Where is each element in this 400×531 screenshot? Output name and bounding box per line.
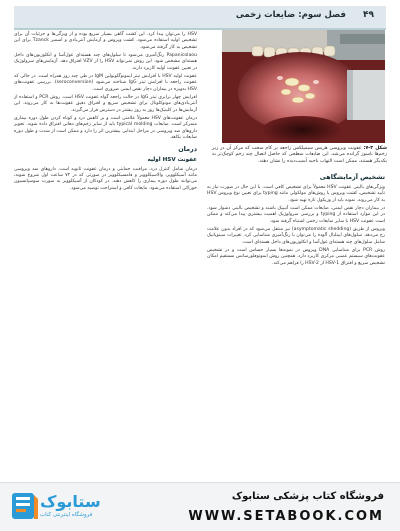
caption-label: شکل ۳-۷: [363,146,387,151]
chapter-title: فصل سوم: ضایعات زخمی [235,10,346,20]
right-column [207,170,385,269]
book-icon [10,489,40,523]
left-column-body-2 [14,167,197,192]
paragraph: Papanicolaou رنگ‌آمیزی می‌شود تا سلول‌های چند هسته‌ای غول‌آسا و انکلوزیون‌های داخل هسته‌ای مشخص شود. این روش نمی‌تواند HSV را از VZV افتراق دهد. آزمایش‌های سرولوژیک در تعیین عفونت اولیه کاربرد دارند. [14,53,197,71]
oral-lesion-photo [222,30,385,143]
paragraph: HSV را می‌توان پیدا کرد. این کشت گاهی بسیار سریع بوده و از ویژگی‌ها و جزئیات آن برای تشخیص اولیه استفاده می‌شود. کشت ویروس و آزمایش آنتی‌بادی و اسمیر Tzanck برای این تشخیص به کار گرفته می‌شود. [14,32,197,50]
paragraph: افزایش چهار برابری تیتر IgG در حالت راجعه گواه عفونت HSV است. روش PCR و استفاده از آنتی‌بادی‌های مونوکلونال برای تشخیص سریع و افتراق دقیق عفونت‌ها به کار می‌روند. این آزمایش‌ها در کلینیک‌ها روز به روز بیشتر در دسترس قرار می‌گیرند. [14,95,197,113]
right-column-body [207,185,385,267]
paragraph: روش PCR برای شناسایی DNA ویروس در نمونه‌ها بسیار حساس است و در تشخیص عفونت‌های سیستم عصبی مرکزی کاربرد دارد. همچنین روش ایمونوفلورسانس مستقیم امکان تشخیص سریع و افتراق HSV-1 از HSV-2 را فراهم می‌کند. [207,248,385,266]
subheading-primary-hsv: عفونت HSV اولیه [147,156,197,163]
paragraph: درمان عفونت‌های HSV معمولاً علامتی است و بر کاهش درد و کوتاه کردن طول دوره بیماری متمرکز است. ضایعات typical molding باید از سایر زخم‌های دهانی افتراق داده شوند. تجویز داروهای ضد ویروسی در مراحل ابتدایی بیشترین اثر را دارد و ممکن است از شدت و طول دوره ضایعات بکاهد. [14,116,197,141]
store-name: فروشگاه کتاب پزشکی ستابوک [231,491,384,502]
brand-name: ستابوک [40,492,101,511]
store-url-link[interactable]: WWW.SETABOOK.COM [188,509,384,524]
section-heading-treatment: درمان [178,144,197,153]
paragraph: درمان شامل کنترل درد، مراقبت حمایتی و درمان عفونت ثانویه است. داروهای ضد ویروسی مانند آسیکلوویر، والاسیکلوویر و فامسیکلوویر در صورتی که در ۷۲ ساعت اول شروع شوند، می‌توانند طول دوره بیماری را کاهش دهند. در کودکان از آسیکلوویر به صورت سوسپانسیون خوراکی استفاده می‌شود. مایعات کافی و استراحت توصیه می‌شود. [14,166,197,191]
paragraph: عفونت اولیه HSV با افزایش تیتر ایمونوگلوبولین IgM در طی چند روز همراه است. در حالی که عفونت راجعه با افزایش تیتر IgG شناخته می‌شود (seroconversion). بررسی عفونت‌های HSV به‌ویژه در بیماران دچار نقص ایمنی ضروری است. [14,74,197,92]
left-column-body [14,32,197,142]
caption-text: عفونت ویروسی هرپس سیمپلکس راجعه بر کام سخت که مرکز آن در زیر زخم‌ها ناسوز گرانده می‌شد. این ضایعات سطحی که حاصل اتصال چند زخم کوچک‌تر به یکدیگر هستند، ممکن است التهاب ناحیه آسیب‌دیده را نشان دهند. [212,146,387,164]
brand-tagline: فروشگاه اینترنتی کتاب [40,512,93,518]
paragraph: ویروس از طریق (asymptomatic shedding) نیز منتقل می‌شود که در افراد بدون علامت رخ می‌دهد. سلول‌های اپیتلیال آلوده را می‌توان با رنگ‌آمیزی شناسایی کرد. تغییرات سیتوپاتیک شامل سلول‌های چند هسته‌ای غول‌آسا و انکلوزیون‌های داخل هسته‌ای است. [207,227,385,245]
page-number: ۴۹ [363,10,374,20]
paragraph: ویژگی‌های بالینی عفونت HSV معمولاً برای تشخیص کافی است. با این حال در صورت نیاز به تأیید تشخیص، کشت ویروس یا روش‌های مولکولی مانند typing برای تعیین نوع ویروس HSV به کار می‌روند. نمونه باید از وزیکول تازه تهیه شود. [207,185,385,203]
paragraph: در بیماران دچار نقص ایمنی، ضایعات ممکن است آتیپیک باشند و تشخیص بالینی دشوار شود. در این موارد استفاده از typing و بررسی سرولوژیک اهمیت بیشتری پیدا می‌کند و ممکن است عفونت HSV با سایر ضایعات زخمی اشتباه گرفته شود. [207,206,385,224]
footer-banner [0,482,400,531]
figure-caption [212,146,387,165]
clinical-photo [222,30,385,143]
left-column [14,32,197,194]
section-heading-lab-diagnosis: تشخیص آزمایشگاهی [319,173,385,181]
page-header [14,6,386,30]
